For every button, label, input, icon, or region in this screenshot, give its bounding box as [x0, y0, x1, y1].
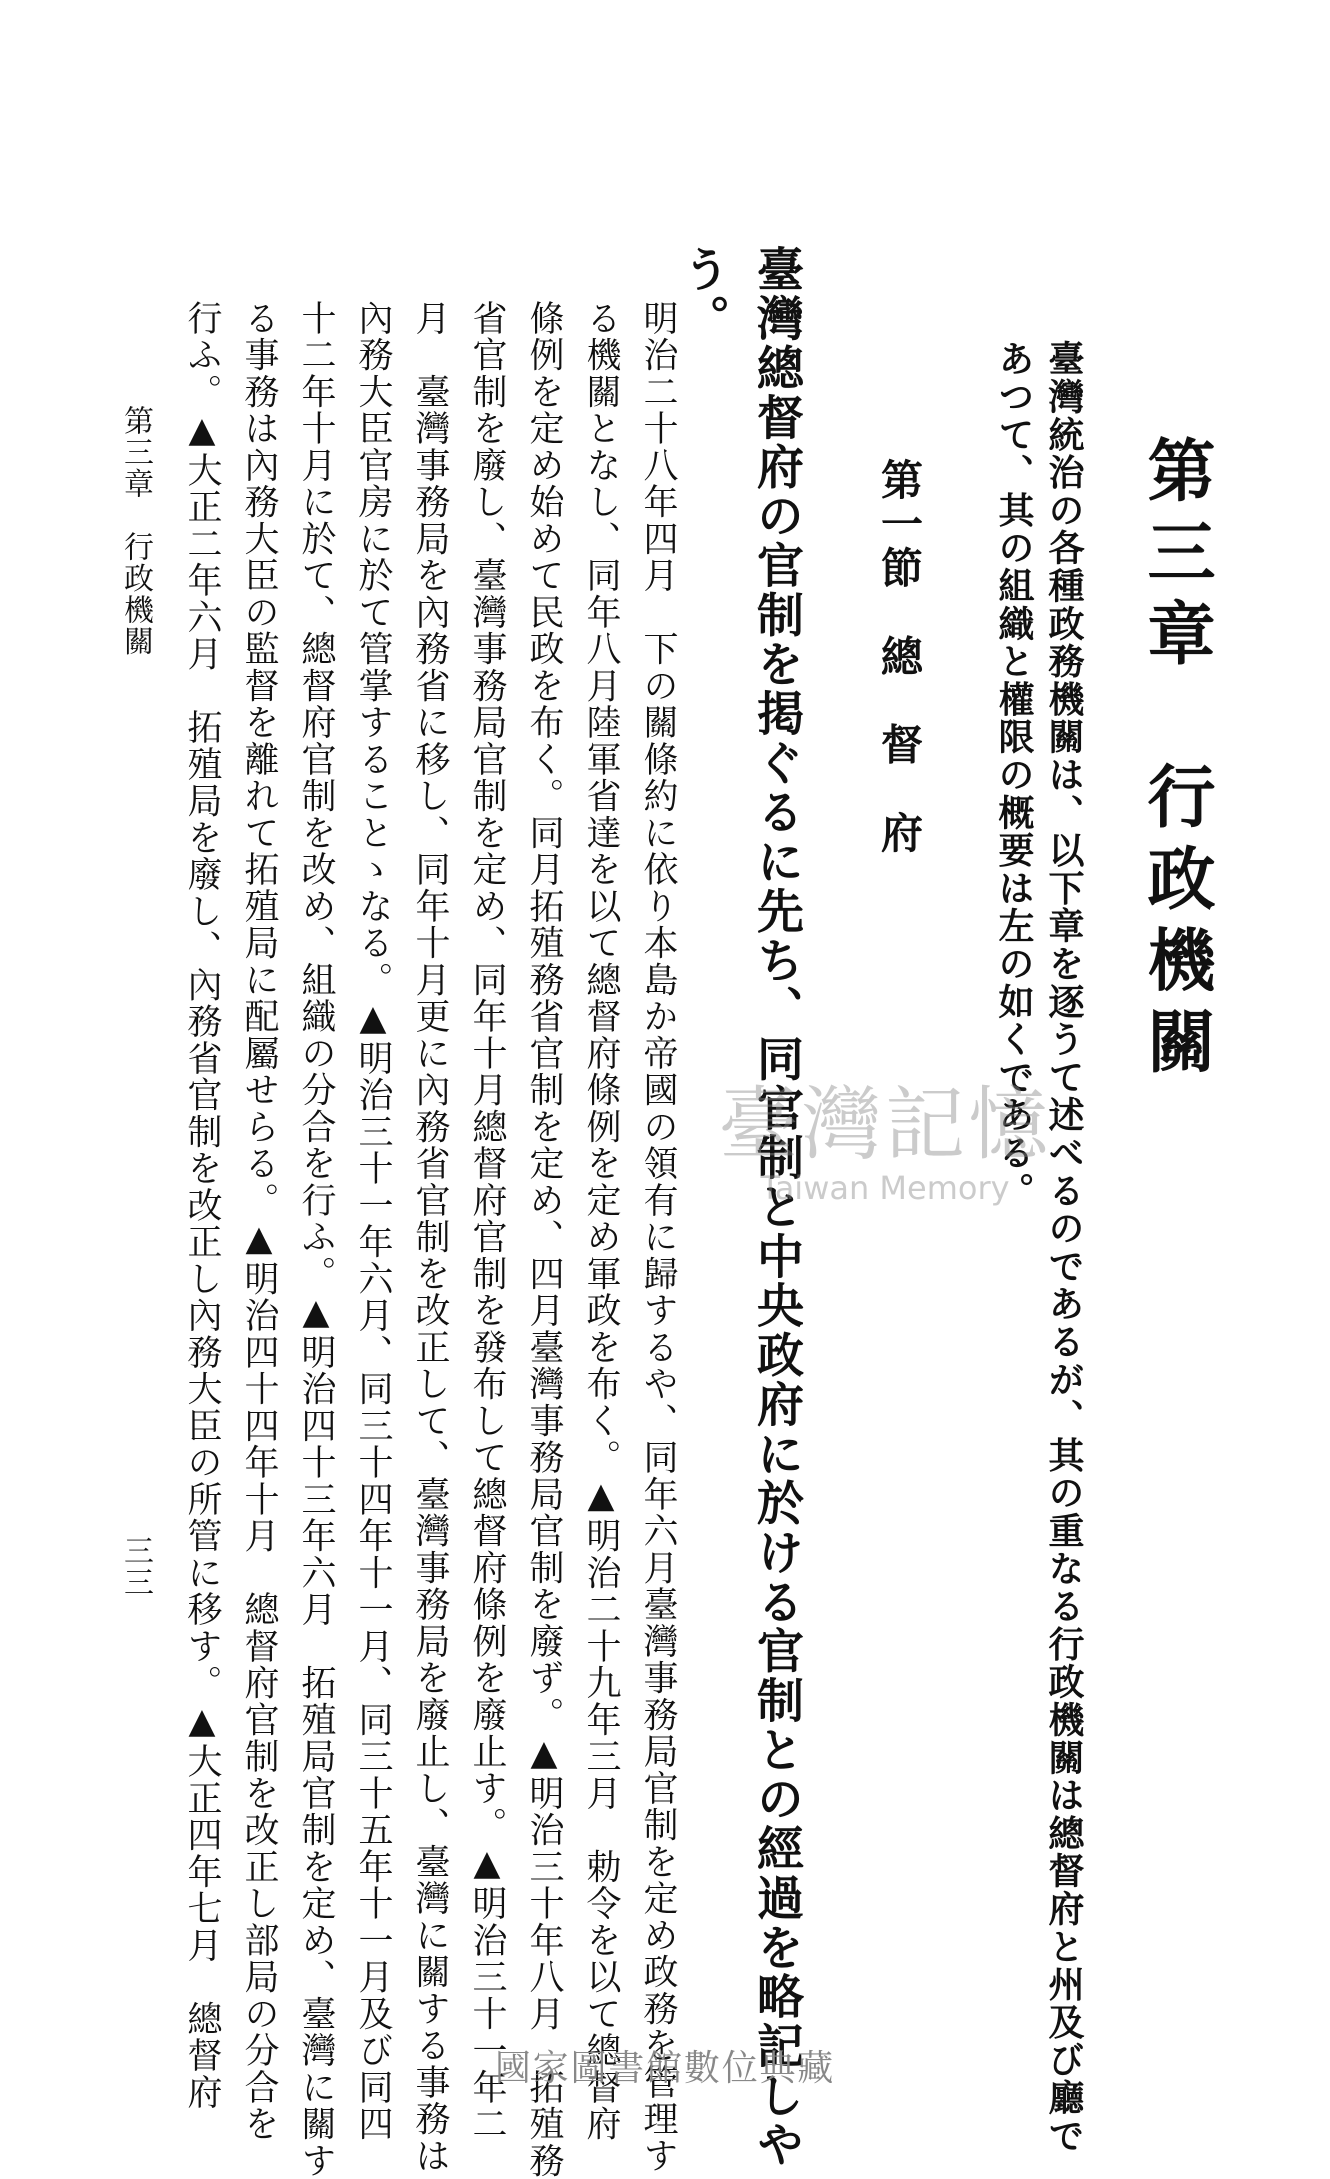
history-line-2: る機關となし、同年八月陸軍省達を以て總督府條例を定め軍政を布く。▲明治二十九年三月 勅令を以て總督府 — [581, 300, 621, 2143]
watermark-cn: 臺灣記憶 — [718, 1078, 1052, 1171]
history-line-9: 行ふ。▲大正二年六月 拓殖局を廢し、內務省官制を改正し內務大臣の所管に移す。▲大正四年七月 總督府 — [182, 300, 222, 2111]
intro-line-1: 臺灣統治の各種政務機關は、以下章を逐うて述べるのであるが、其の重なる行政機關は總督府と州及び廳で — [1043, 340, 1085, 2155]
lead-line-2: う。 — [675, 245, 730, 344]
history-line-3: 條例を定め始めて民政を布く。同月拓殖務省官制を定め、四月臺灣事務局官制を廢ず。▲明治三十年八月 拓殖務 — [524, 300, 564, 2179]
running-head: 第三章 行政機關 — [118, 405, 153, 657]
page-number: 三三 — [118, 1535, 153, 1598]
intro-line-2: あつて、其の組織と權限の概要は左の如くである。 — [993, 340, 1035, 1210]
history-line-5: 月 臺灣事務局を內務省に移し、同年十月更に內務省官制を改正して、臺灣事務局を廢止し、臺灣に關する事務は — [410, 300, 450, 2175]
history-line-7: 十二年十月に於て、總督府官制を改め、組織の分合を行ふ。▲明治四十三年六月 拓殖局官制を定め、臺灣に關す — [296, 300, 336, 2179]
history-line-1: 明治二十八年四月 下の關條約に依り本島か帝國の領有に歸するや、同年六月臺灣事務局官制を定め政務を管理す — [638, 300, 678, 2175]
section-heading: 第一節 總 督 府 — [875, 458, 924, 855]
watermark-en: Taiwan Memory — [760, 1169, 1010, 1207]
library-stamp: 國家圖書館數位典藏 — [494, 2048, 836, 2089]
history-line-6: 內務大臣官房に於て管掌することゝなる。▲明治三十一年六月、同三十四年十一月、同三十五年十一月及び同四 — [353, 300, 393, 2143]
lead-line-1: 臺灣總督府の官制を掲ぐるに先ち、同官制と中央政府に於ける官制との經過を略記しや — [749, 245, 804, 2170]
chapter-title: 第三章 行政機關 — [1136, 435, 1216, 1088]
history-line-4: 省官制を廢し、臺灣事務局官制を定め、同年十月總督府官制を發布して總督府條例を廢止す。▲明治三十一年二 — [467, 300, 507, 2143]
history-line-8: る事務は內務大臣の監督を離れて拓殖局に配屬せらる。▲明治四十四年十月 總督府官制を改正し部局の分合を — [239, 300, 279, 2143]
